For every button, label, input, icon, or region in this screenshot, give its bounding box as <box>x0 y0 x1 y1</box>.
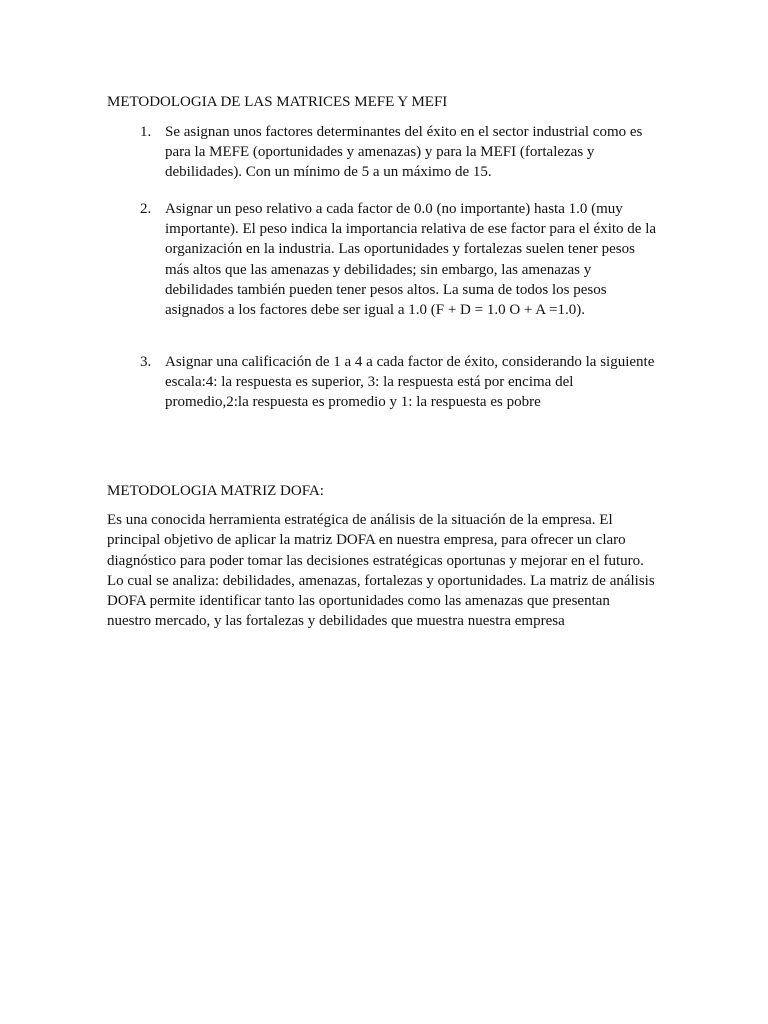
text-line: más altos que las amenazas y debilidades; sin embargo, las amenazas y <box>165 261 592 278</box>
text-line: Es una conocida herramienta estratégica de análisis de la situación de la empresa. El <box>107 512 613 528</box>
dofa-paragraph <box>107 510 667 632</box>
list-number: 3. <box>140 354 152 370</box>
list-number: 2. <box>140 201 152 217</box>
list-item-text <box>165 122 670 183</box>
text-line: Asignar un peso relativo a cada factor de 0.0 (no importante) hasta 1.0 (muy <box>165 201 623 217</box>
text-line: promedio,2:la respuesta es promedio y 1: la respuesta es pobre <box>165 394 541 411</box>
text-line: importante). El peso indica la importancia relativa de ese factor para el éxito de la <box>165 221 657 238</box>
text-line: Lo cual se analiza: debilidades, amenazas, fortalezas y oportunidades. La matriz de análisis <box>107 572 655 589</box>
text-line: debilidades). Con un mínimo de 5 a un máximo de 15. <box>165 164 492 181</box>
heading-mefe-mefi: METODOLOGIA DE LAS MATRICES MEFE Y MEFI <box>107 94 448 110</box>
text-line: nuestro mercado, y las fortalezas y debilidades que muestra nuestra empresa <box>107 613 565 630</box>
heading-dofa: METODOLOGIA MATRIZ DOFA: <box>107 483 324 499</box>
list-number: 1. <box>140 124 152 140</box>
list-item-text <box>165 352 670 413</box>
text-line: Se asignan unos factores determinantes del éxito en el sector industrial como es <box>165 124 643 140</box>
text-line: organización en la industria. Las oportunidades y fortalezas suelen tener pesos <box>165 241 635 258</box>
text-line: principal objetivo de aplicar la matriz DOFA en nuestra empresa, para ofrecer un claro <box>107 532 626 549</box>
list-item-text <box>165 199 670 320</box>
text-line: debilidades también pueden tener pesos altos. La suma de todos los pesos <box>165 281 607 298</box>
text-line: escala:4: la respuesta es superior, 3: la respuesta está por encima del <box>165 374 574 391</box>
text-line: Asignar una calificación de 1 a 4 a cada factor de éxito, considerando la siguiente <box>165 354 655 370</box>
text-line: diagnóstico para poder tomar las decisiones estratégicas oportunas y mejorar en el futuro. <box>107 552 644 569</box>
text-line: DOFA permite identificar tanto las oportunidades como las amenazas que presentan <box>107 593 610 610</box>
text-line: asignados a los factores debe ser igual a 1.0 (F + D = 1.0 O + A =1.0). <box>165 302 586 319</box>
text-line: para la MEFE (oportunidades y amenazas) y para la MEFI (fortalezas y <box>165 144 595 161</box>
